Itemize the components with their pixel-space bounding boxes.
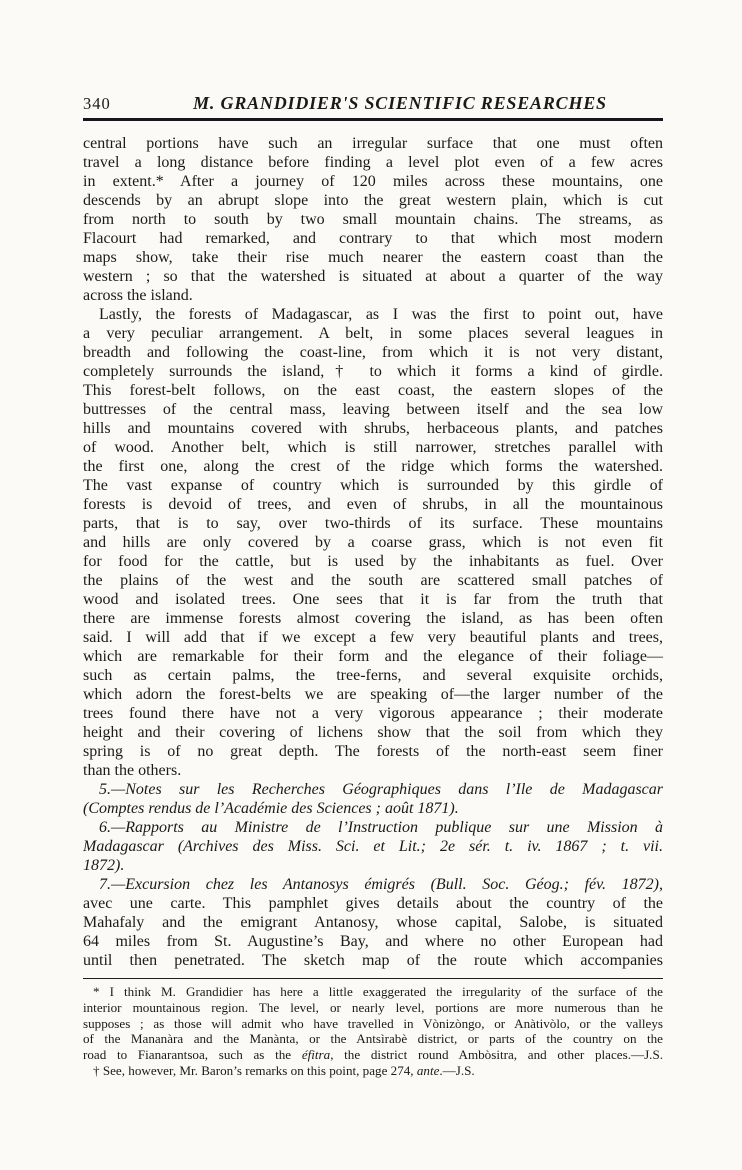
text-line: forests is devoid of trees, and even of shrubs, in all the mountainous xyxy=(83,495,663,513)
text-line: than the others. xyxy=(83,761,182,779)
footnotes xyxy=(83,984,663,1078)
bibliography-entry-7 xyxy=(83,875,663,970)
entry-7-continuation xyxy=(83,894,663,970)
footnote-separator-rule xyxy=(83,978,663,980)
text-line: across the island. xyxy=(83,286,193,304)
text-line: The vast expanse of country which is surrounded by this girdle of xyxy=(83,476,663,494)
text-line: there are immense forests almost covering the island, as has been often xyxy=(83,609,663,627)
text-line: trees found there have not a very vigorous appearance ; their moderate xyxy=(83,704,663,722)
header-rule xyxy=(83,118,663,121)
text-line: spring is of no great depth. The forests of the north-east seem finer xyxy=(83,742,663,760)
text-line: Mahafaly and the emigrant Antanosy, whose capital, Salobe, is situated xyxy=(83,913,663,931)
footnote-italic-term: éfitra xyxy=(301,1046,331,1062)
footnote-italic-term: ante xyxy=(416,1062,440,1078)
text-line: of wood. Another belt, which is still narrower, stretches parallel with xyxy=(83,438,663,456)
text-line: hills and mountains covered with shrubs, herbaceous plants, and patches xyxy=(83,419,663,437)
text-line: maps show, take their rise much nearer the eastern coast than the xyxy=(83,248,663,266)
text-line: 6.—Rapports au Ministre de l’Instruction publique sur une Mission à xyxy=(99,818,663,836)
text-line: which adorn the forest-belts we are speaking of—the larger number of the xyxy=(83,685,663,703)
text-line: western ; so that the watershed is situated at about a quarter of the way xyxy=(83,267,663,285)
text-line: and hills are only covered by a coarse grass, which is not even fit xyxy=(83,533,663,551)
text-line: which are remarkable for their form and the elegance of their foliage— xyxy=(83,647,663,665)
text-line: (Comptes rendus de l’Académie des Sciences ; août 1871). xyxy=(83,799,459,817)
entry-7-title-line: 7.—Excursion chez les Antanosys émigrés (Bull. Soc. Géog.; fév. 1872), xyxy=(99,875,663,893)
footnote-asterisk-last-line xyxy=(83,1047,663,1063)
text-line: until then penetrated. The sketch map of the route which accompanies xyxy=(83,951,663,969)
bibliography-entry-5 xyxy=(83,780,663,818)
text-line: descends by an abrupt slope into the great western plain, which is cut xyxy=(83,191,663,209)
text-line: height and their covering of lichens show that the soil from which they xyxy=(83,723,663,741)
footnote-text: road to Fianarantsoa, such as the xyxy=(83,1046,302,1062)
text-line: said. I will add that if we except a few very beautiful plants and trees, xyxy=(83,628,663,646)
text-line: central portions have such an irregular surface that one must often xyxy=(83,134,663,152)
text-line: such as certain palms, the tree-ferns, and several exquisite orchids, xyxy=(83,666,663,684)
text-line: parts, that is to say, over two-thirds of its surface. These mountains xyxy=(83,514,663,532)
text-line: in extent.* After a journey of 120 miles across these mountains, one xyxy=(83,172,663,190)
text-line: Madagascar (Archives des Miss. Sci. et Lit.; 2e sér. t. iv. 1867 ; t. vii. xyxy=(83,837,663,855)
footnote-asterisk xyxy=(83,984,663,1063)
text-line: for food for the cattle, but is used by the inhabitants as fuel. Over xyxy=(83,552,663,570)
text-line: Lastly, the forests of Madagascar, as I was the first to point out, have xyxy=(99,305,663,323)
text-line: supposes ; as those will admit who have travelled in Vònizòngo, or Anàtivòlo, or the valleys xyxy=(83,1015,663,1031)
running-title: M. GRANDIDIER'S SCIENTIFIC RESEARCHES xyxy=(193,93,607,113)
text-line: 64 miles from St. Augustine’s Bay, and where no other European had xyxy=(83,932,663,950)
text-line: Flacourt had remarked, and contrary to that which most modern xyxy=(83,229,663,247)
text-line: buttresses of the central mass, leaving between itself and the sea low xyxy=(83,400,663,418)
text-line: of the Mananàra and the Manànta, or the Antsìrabè district, or parts of the country on the xyxy=(83,1031,663,1047)
paragraph-forests xyxy=(83,305,663,780)
text-line: a very peculiar arrangement. A belt, in some places several leagues in xyxy=(83,324,663,342)
text-line: the first one, along the crest of the ridge which forms the watershed. xyxy=(83,457,663,475)
page-number: 340 xyxy=(83,94,111,113)
footnote-text: .—J.S. xyxy=(439,1062,475,1078)
text-line: interior mountainous region. The level, or nearly level, portions are more numerous than he xyxy=(83,999,663,1015)
paragraph-continuation xyxy=(83,134,663,305)
footnote-asterisk-lines xyxy=(83,984,663,1047)
bibliography-entry-6 xyxy=(83,818,663,875)
page-header xyxy=(83,93,663,114)
main-text xyxy=(83,134,663,970)
text-line: breadth and following the coast-line, from which it is not very distant, xyxy=(83,343,663,361)
footnote-text: , the district round Ambòsitra, and other places.—J.S. xyxy=(330,1046,664,1062)
text-line: 1872). xyxy=(83,856,125,874)
text-line: wood and isolated trees. One sees that it is far from the truth that xyxy=(83,590,663,608)
text-line: avec une carte. This pamphlet gives details about the country of the xyxy=(83,894,663,912)
text-line: the plains of the west and the south are scattered small patches of xyxy=(83,571,663,589)
text-line: from north to south by two small mountain chains. The streams, as xyxy=(83,210,663,228)
text-line: This forest-belt follows, on the east coast, the eastern slopes of the xyxy=(83,381,663,399)
text-line: 5.—Notes sur les Recherches Géographiques dans l’Ile de Madagascar xyxy=(99,780,663,798)
text-line: * I think M. Grandidier has here a little exaggerated the irregularity of the surface of the xyxy=(93,984,663,1000)
text-line: travel a long distance before finding a level plot even of a few acres xyxy=(83,153,663,171)
footnote-dagger xyxy=(83,1063,663,1079)
text-line: completely surrounds the island,† to which it forms a kind of girdle. xyxy=(83,362,663,380)
footnote-text: † See, however, Mr. Baron’s remarks on this point, page 274, xyxy=(93,1062,417,1078)
